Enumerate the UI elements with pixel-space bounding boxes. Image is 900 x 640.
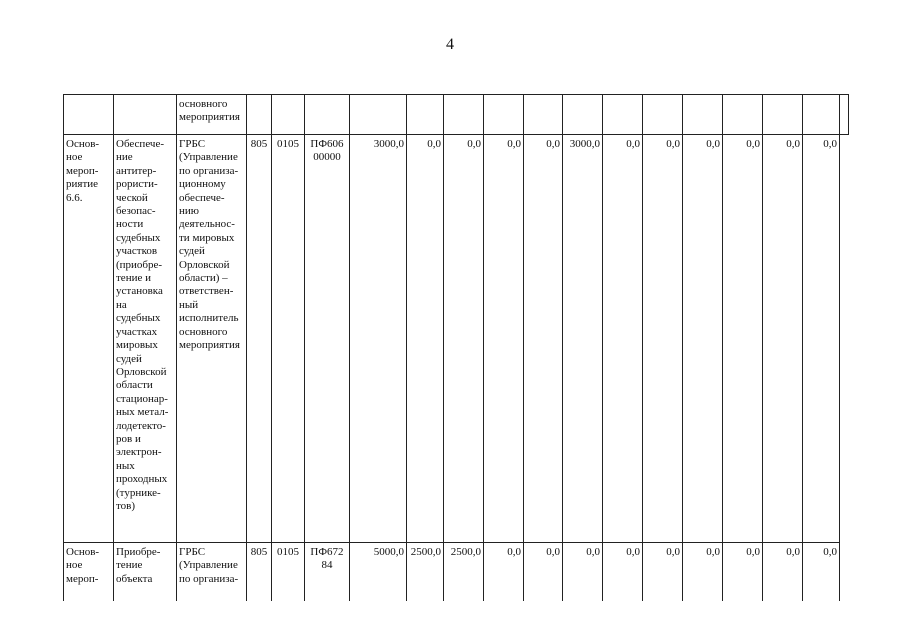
table-cell: 0,0 <box>803 135 840 543</box>
table-cell: 0,0 <box>407 135 444 543</box>
table-cell: 2500,0 <box>444 543 484 602</box>
table-cell: Основ- ное мероп- риятие 6.6. <box>64 135 114 543</box>
table-cell: 0,0 <box>763 135 803 543</box>
page-number: 4 <box>446 36 454 53</box>
table-cell <box>444 95 484 135</box>
table-cell <box>114 95 177 135</box>
table-cell: Основ- ное мероп- <box>64 543 114 602</box>
table-row <box>64 135 849 543</box>
table-cell: 0105 <box>272 543 305 602</box>
table-cell: 0,0 <box>484 543 524 602</box>
table-cell <box>484 95 524 135</box>
table-cell: 0105 <box>272 135 305 543</box>
table-cell <box>763 95 803 135</box>
table-cell: основного мероприятия <box>177 95 247 135</box>
table-cell: 805 <box>247 543 272 602</box>
table-cell: 0,0 <box>803 543 840 602</box>
table-cell <box>683 95 723 135</box>
table-cell <box>64 95 114 135</box>
table-cell: 0,0 <box>643 543 683 602</box>
table-cell: 3000,0 <box>350 135 407 543</box>
table-cell: 5000,0 <box>350 543 407 602</box>
table-cell <box>524 95 563 135</box>
table-cell: ГРБС (Управление по организа- ционному обеспече- нию деятельнос- ти мировых судей Орловской области) – ответствен- ный исполнитель основного мероприятия <box>177 135 247 543</box>
table-cell <box>723 95 763 135</box>
table-cell: 0,0 <box>683 135 723 543</box>
table-cell: ГРБС (Управление по организа- <box>177 543 247 602</box>
table-cell: 805 <box>247 135 272 543</box>
table-cell <box>247 95 272 135</box>
table-cell: 0,0 <box>524 135 563 543</box>
table-cell: 0,0 <box>603 543 643 602</box>
table-cell <box>840 95 849 135</box>
table-row <box>64 543 849 602</box>
budget-table <box>63 94 849 601</box>
table-cell: 0,0 <box>524 543 563 602</box>
table-cell: Обеспече- ние антитер- рористи- ческой безопас- ности судебных участков (приобре- тение и установка на судебных участках мировых судей Орловской области стационар- ных метал- лодетекто- ров и электрон- ных проходных (турнике- тов) <box>114 135 177 543</box>
table-cell: 0,0 <box>683 543 723 602</box>
table-cell: 0,0 <box>723 135 763 543</box>
table-cell: 0,0 <box>563 543 603 602</box>
table-cell <box>305 95 350 135</box>
table-cell: 0,0 <box>763 543 803 602</box>
table-cell: 0,0 <box>444 135 484 543</box>
table-row <box>64 95 849 135</box>
table-cell <box>603 95 643 135</box>
table-cell <box>563 95 603 135</box>
table-cell <box>803 95 840 135</box>
table-cell <box>272 95 305 135</box>
table-cell <box>643 95 683 135</box>
table-cell: 3000,0 <box>563 135 603 543</box>
table-cell <box>350 95 407 135</box>
table-cell: Приобре- тение объекта <box>114 543 177 602</box>
table-cell: 0,0 <box>484 135 524 543</box>
table-cell: 2500,0 <box>407 543 444 602</box>
table-cell: 0,0 <box>723 543 763 602</box>
table-cell: ПФ606 00000 <box>305 135 350 543</box>
table-cell <box>407 95 444 135</box>
table-cell: ПФ672 84 <box>305 543 350 602</box>
table-cell: 0,0 <box>603 135 643 543</box>
table-cell: 0,0 <box>643 135 683 543</box>
